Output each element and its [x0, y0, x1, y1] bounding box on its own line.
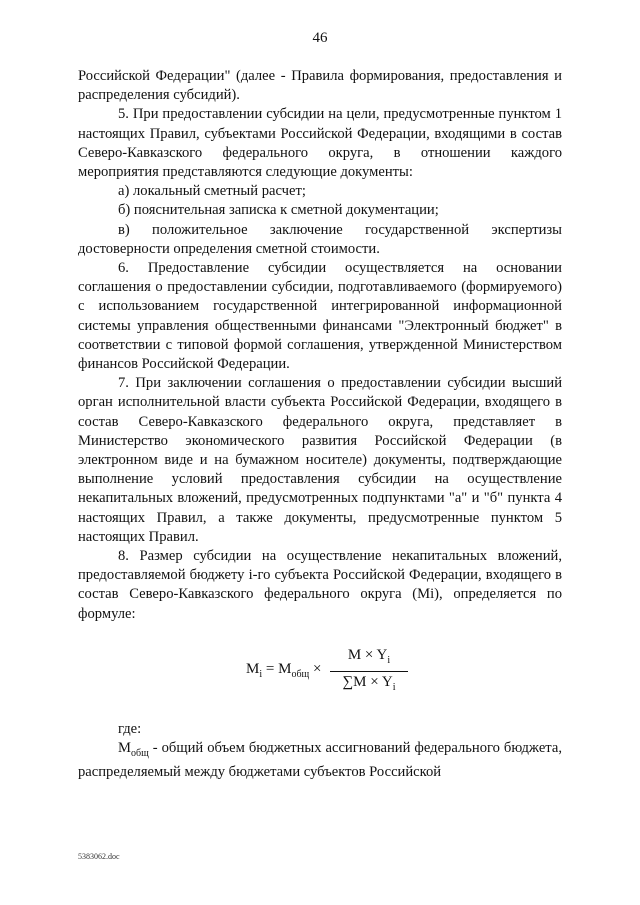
paragraph-continuation: Российской Федерации" (далее - Правила формирования, предоставления и распределения субсидий). [78, 68, 562, 104]
formula [78, 636, 562, 706]
paragraph-6: 6. Предоставление субсидии осуществляется на основании соглашения о предоставлении субсидии, подготавливаемого (формируемого) с использованием государственной интегрированной информационной системы управления общественными финансами "Электронный бюджет" в соответствии с типовой формой соглашения, утвержденной Министерством финансов Российской Федерации. [78, 260, 562, 373]
paragraph-5a: а) локальный сметный расчет; [118, 183, 306, 200]
formula-lhs: $M_i = M_{общ}$ × [246, 660, 322, 680]
paragraph-5b: б) пояснительная записка к сметной документации; [118, 202, 439, 219]
document-body [78, 67, 562, 782]
mobsh-definition: $M_{общ}$ - общий объем бюджетных ассигнований федерального бюджета, распределяемый между бюджетами субъектов Российской [78, 740, 562, 781]
where-label: где: [118, 720, 142, 737]
paragraph-5: 5. При предоставлении субсидии на цели, предусмотренные пунктом 1 настоящих Правил, субъектами Российской Федерации, входящими в состав Северо-Кавказского федерального округа, в отношении каждого мероприятия представляются следующие документы: [78, 106, 562, 181]
paragraph-5c: в) положительное заключение государственной экспертизы достоверности определения сметной стоимости. [78, 221, 562, 257]
formula-denominator: $\sum M \times Y_i$ [342, 674, 396, 694]
paragraph-8: 8. Размер субсидии на осуществление некапитальных вложений, предоставляемой бюджету i-го субъекта Российской Федерации, входящего в состав Северо-Кавказского федерального округа (Mi), определяется по формуле: [78, 548, 562, 622]
formula-fraction [330, 646, 408, 697]
formula-numerator: $M \times Y_i$ [330, 646, 408, 672]
paragraph-7: 7. При заключении соглашения о предоставлении субсидии высший орган исполнительной власти субъекта Российской Федерации, входящего в состав Северо-Кавказского федерального округа, представляет в Министерство экономического развития Российской Федерации (в электронном виде и на бумажном носителе) документы, подтверждающие выполнение условий предоставления субсидии на осуществление некапитальных вложений, предусмотренных подпунктами "а" и "б" пункта 4 настоящих Правил, а также документы, предусмотренные пунктом 5 настоящих Правил. [78, 375, 562, 545]
page-number: 46 [312, 30, 328, 46]
file-footer: 5383062.doc [78, 852, 120, 861]
